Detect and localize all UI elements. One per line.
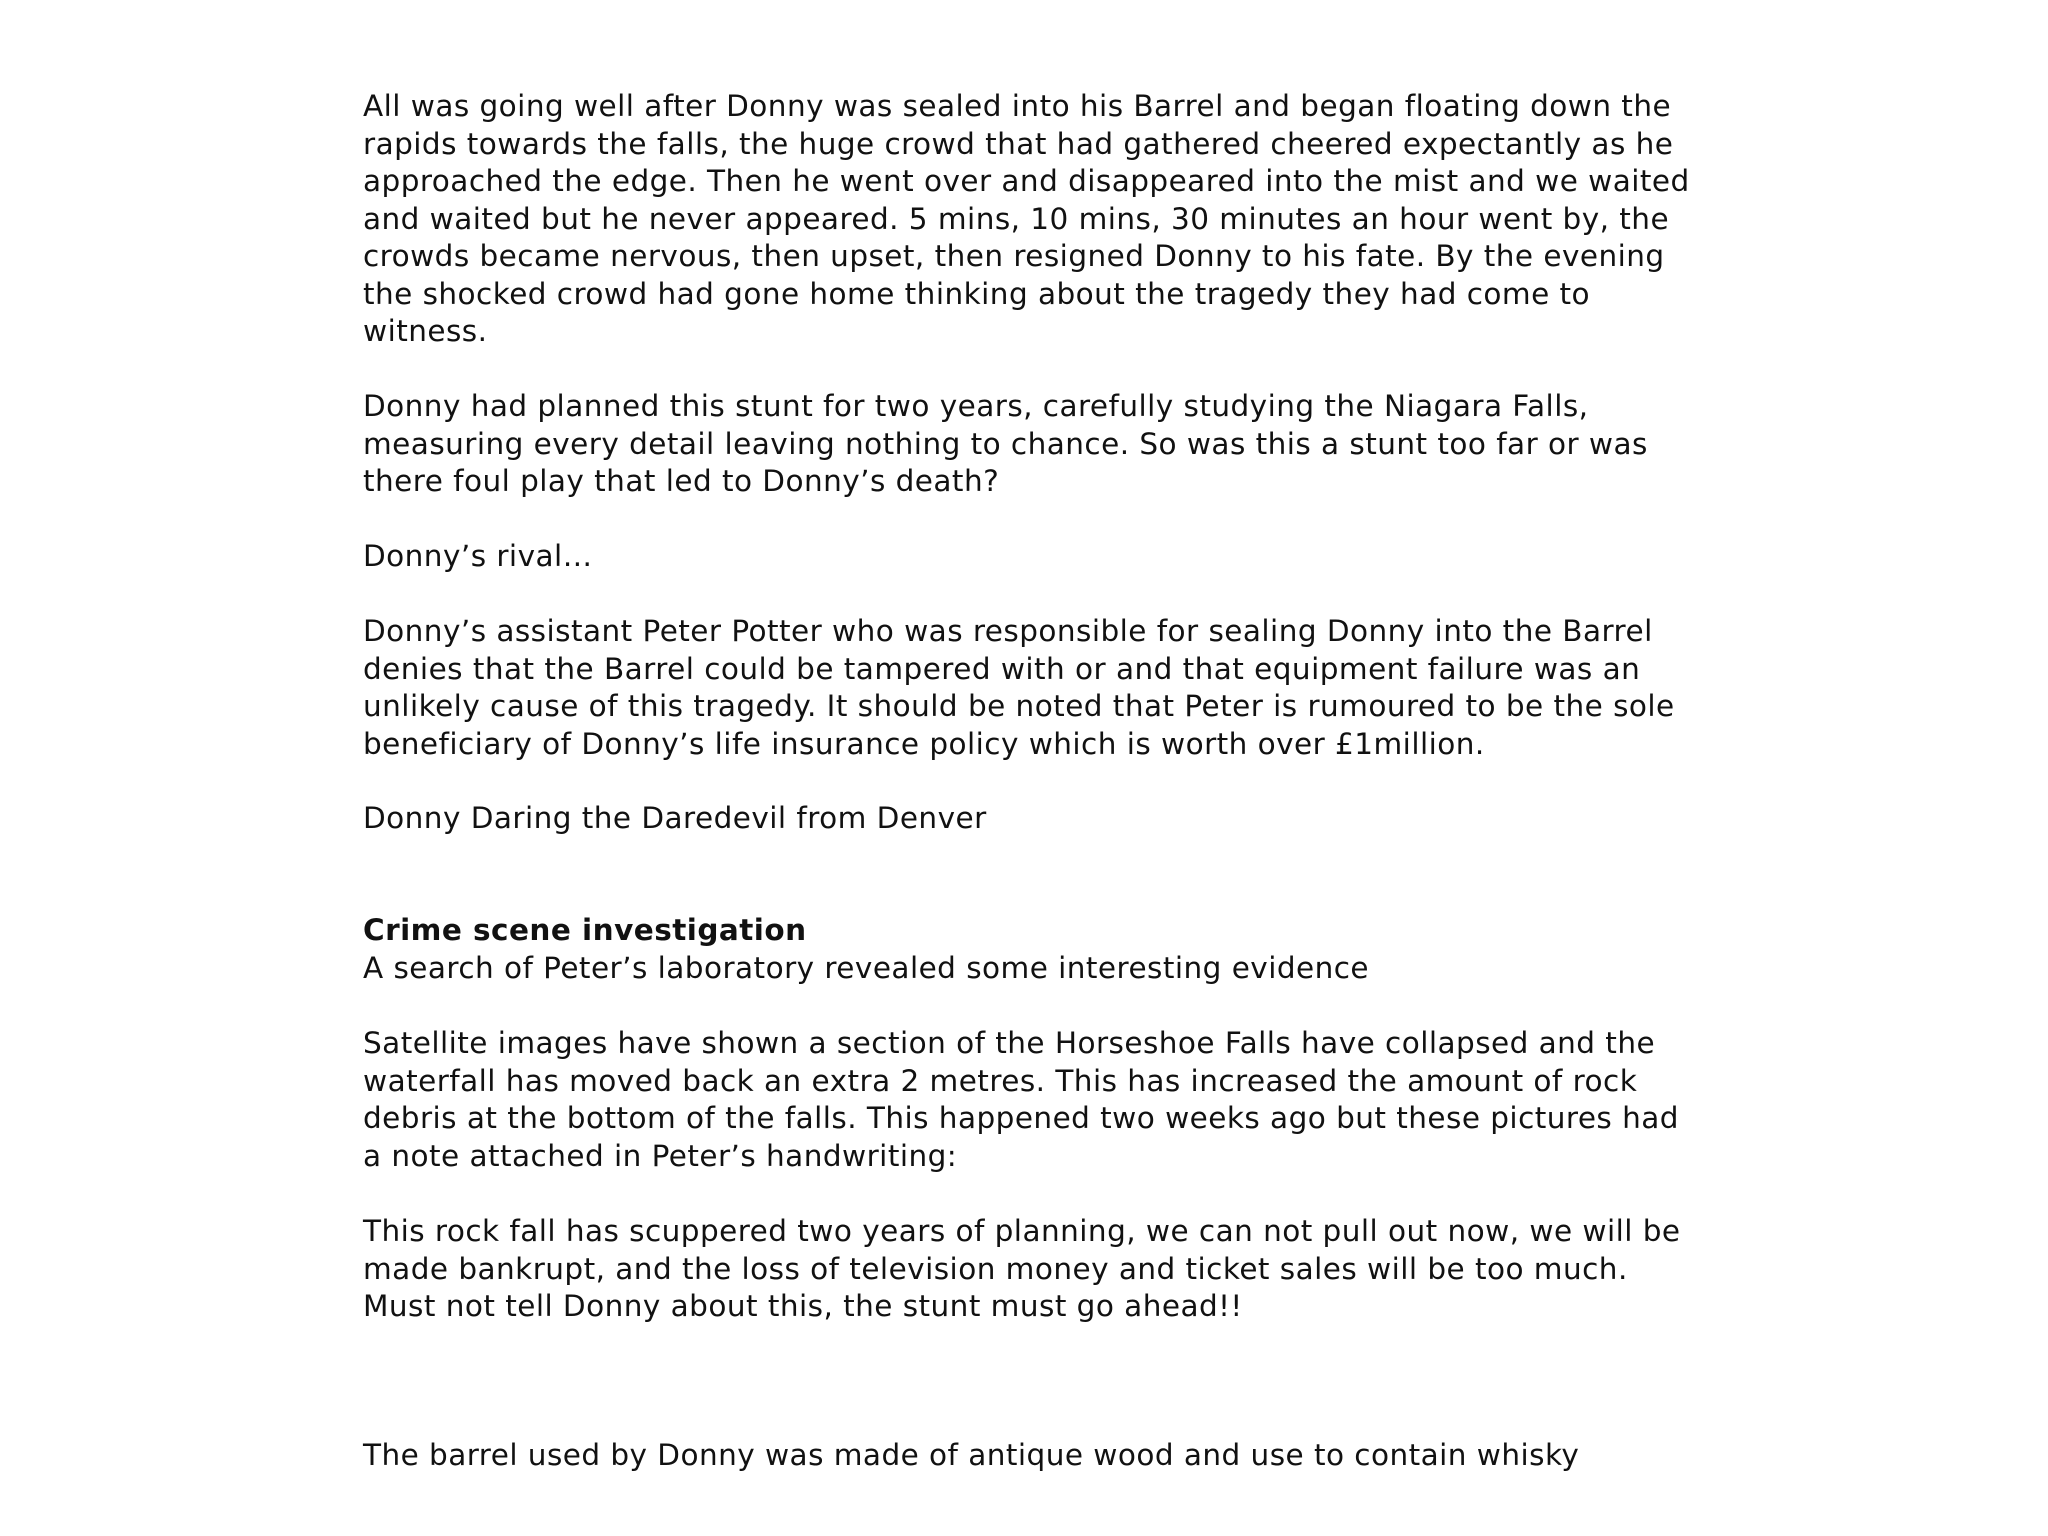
section-heading: Crime scene investigation	[363, 913, 807, 947]
text-line: This rock fall has scuppered two years of planning, we can not pull out now, we will be	[363, 1214, 1681, 1248]
text-line: The barrel used by Donny was made of antique wood and use to contain whisky	[363, 1438, 1580, 1472]
text-line: the shocked crowd had gone home thinking about the tragedy they had come to	[363, 276, 1591, 311]
text-line: beneficiary of Donny’s life insurance policy which is worth over £1million.	[363, 726, 1485, 761]
section-crime-scene	[363, 912, 1723, 987]
paragraph-rival	[363, 538, 1723, 576]
text-line: rapids towards the falls, the huge crowd that had gathered cheered expectantly as he	[363, 126, 1674, 161]
text-line: debris at the bottom of the falls. This happened two weeks ago but these pictures had	[363, 1101, 1679, 1135]
text-line: Donny’s assistant Peter Potter who was responsible for sealing Donny into the Barrel	[363, 614, 1653, 648]
paragraph-handwritten-note	[363, 1213, 1723, 1326]
text-line: a note attached in Peter’s handwriting:	[363, 1138, 958, 1173]
text-line: and waited but he never appeared. 5 mins, 10 mins, 30 minutes an hour went by, the	[363, 201, 1670, 236]
paragraph-barrel-falls	[363, 88, 1723, 351]
text-line: Donny’s rival…	[363, 539, 593, 573]
text-line: witness.	[363, 314, 488, 348]
text-line: crowds became nervous, then upset, then resigned Donny to his fate. By the evening	[363, 239, 1665, 273]
text-line: Donny had planned this stunt for two years, carefully studying the Niagara Falls,	[363, 389, 1589, 423]
text-line: denies that the Barrel could be tampered with or and that equipment failure was an	[363, 651, 1641, 686]
paragraph-planning	[363, 388, 1723, 501]
paragraph-assistant	[363, 613, 1723, 763]
text-line: made bankrupt, and the loss of television money and ticket sales will be too much.	[363, 1251, 1628, 1286]
text-line: waterfall has moved back an extra 2 metres. This has increased the amount of rock	[363, 1063, 1638, 1098]
text-line: Must not tell Donny about this, the stunt must go ahead!!	[363, 1289, 1243, 1323]
text-line: measuring every detail leaving nothing to chance. So was this a stunt too far or was	[363, 426, 1648, 461]
text-line: there foul play that led to Donny’s death?	[363, 464, 1000, 498]
text-line: approached the edge. Then he went over and disappeared into the mist and we waited	[363, 164, 1690, 198]
text-line: Donny Daring the Daredevil from Denver	[363, 801, 987, 835]
paragraph-daredevil	[363, 800, 1723, 838]
text-line: unlikely cause of this tragedy. It should be noted that Peter is rumoured to be the sole	[363, 689, 1675, 723]
paragraph-satellite	[363, 1025, 1723, 1175]
text-line: Satellite images have shown a section of the Horseshoe Falls have collapsed and the	[363, 1026, 1656, 1060]
text-line: A search of Peter’s laboratory revealed some interesting evidence	[363, 950, 1370, 985]
paragraph-barrel-whisky	[363, 1437, 1723, 1475]
text-line: All was going well after Donny was sealed into his Barrel and began floating down the	[363, 89, 1672, 123]
